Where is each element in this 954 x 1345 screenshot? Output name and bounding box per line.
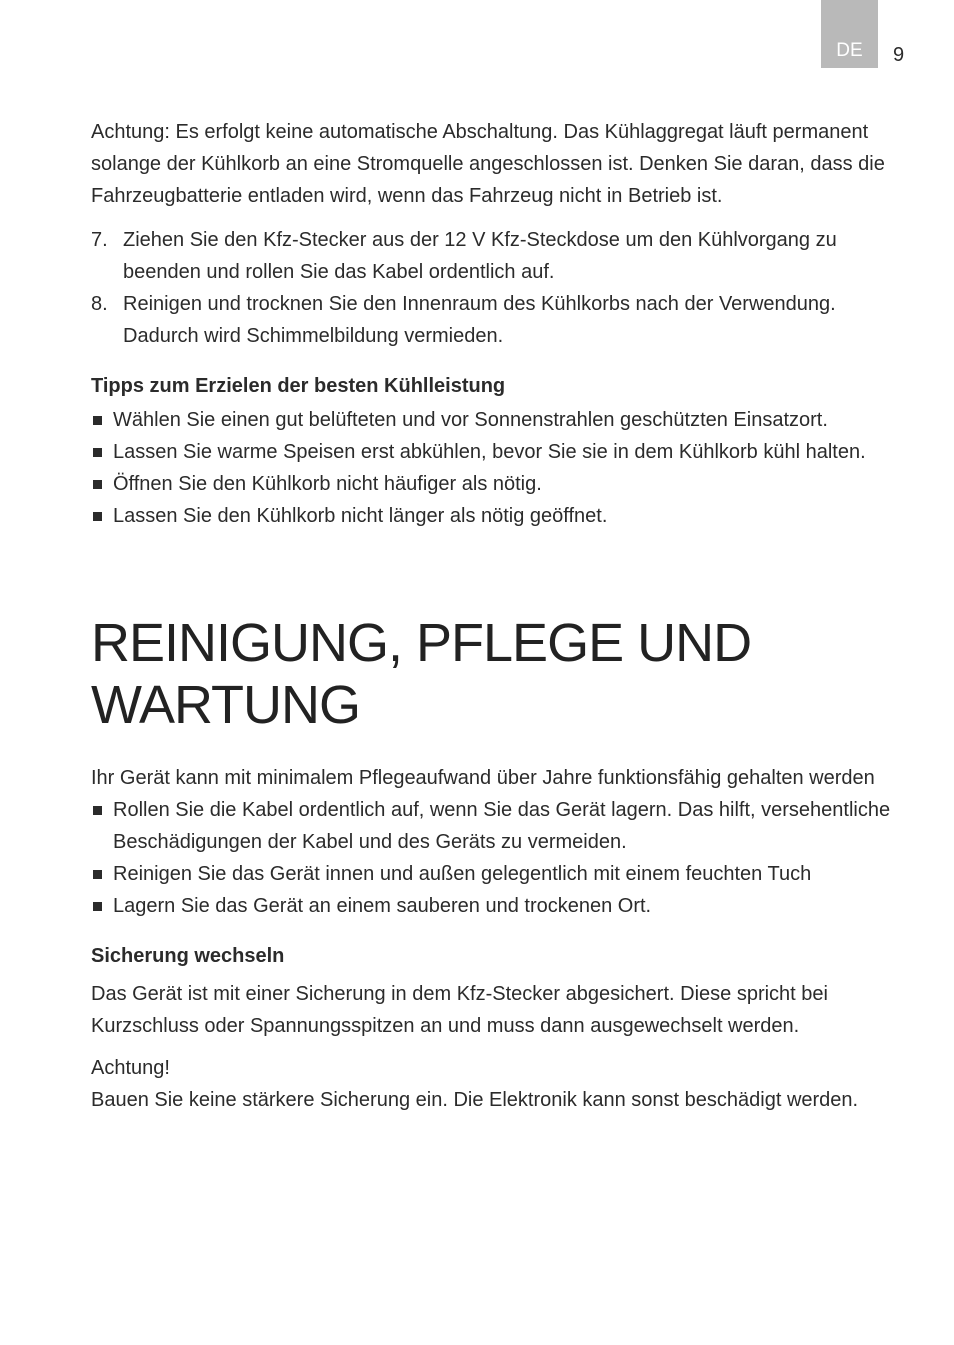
list-item: Öffnen Sie den Kühlkorb nicht häufiger als nötig. xyxy=(91,468,906,500)
step-number: 7. xyxy=(91,229,108,251)
section-title-line2: WARTUNG xyxy=(91,675,360,735)
language-label: DE xyxy=(836,40,863,61)
steps-list xyxy=(91,224,906,352)
step-number: 8. xyxy=(91,293,108,315)
page-number: 9 xyxy=(893,44,905,66)
list-item xyxy=(91,224,906,288)
step-text: Reinigen und trocknen Sie den Innenraum des Kühlkorbs nach der Verwendung. Dadurch wird Schimmelbildung vermieden. xyxy=(123,293,836,347)
auto-off-warning: Achtung: Es erfolgt keine automatische Abschaltung. Das Kühlaggregat läuft permanent solange der Kühlkorb an eine Stromquelle angeschlossen ist. Denken Sie daran, dass die Fahrzeugbatterie entladen wird, wenn das Fahrzeug nicht in Betrieb ist. xyxy=(91,121,885,207)
language-tab xyxy=(821,0,878,68)
care-intro: Ihr Gerät kann mit minimalem Pflegeaufwand über Jahre funktionsfähig gehalten werden xyxy=(91,767,875,789)
list-item xyxy=(91,288,906,352)
fuse-warning-label: Achtung! xyxy=(91,1057,170,1079)
list-item: Lagern Sie das Gerät an einem sauberen und trockenen Ort. xyxy=(91,890,906,922)
list-item: Reinigen Sie das Gerät innen und außen gelegentlich mit einem feuchten Tuch xyxy=(91,858,906,890)
care-list xyxy=(91,794,906,922)
page-content xyxy=(91,116,906,1116)
list-item: Lassen Sie den Kühlkorb nicht länger als nötig geöffnet. xyxy=(91,500,906,532)
step-text: Ziehen Sie den Kfz-Stecker aus der 12 V Kfz-Steckdose um den Kühlvorgang zu beenden und rollen Sie das Kabel ordentlich auf. xyxy=(123,229,837,283)
list-item: Rollen Sie die Kabel ordentlich auf, wenn Sie das Gerät lagern. Das hilft, versehentliche Beschädigungen der Kabel und des Geräts zu vermeiden. xyxy=(91,794,906,858)
section-title xyxy=(91,612,906,736)
list-item: Lassen Sie warme Speisen erst abkühlen, bevor Sie sie in dem Kühlkorb kühl halten. xyxy=(91,436,906,468)
fuse-heading: Sicherung wechseln xyxy=(91,945,285,967)
tips-list xyxy=(91,404,906,532)
fuse-text: Das Gerät ist mit einer Sicherung in dem Kfz-Stecker abgesichert. Diese spricht bei Kurzschluss oder Spannungsspitzen an und muss dann ausgewechselt werden. xyxy=(91,983,828,1037)
fuse-warning-text: Bauen Sie keine stärkere Sicherung ein. Die Elektronik kann sonst beschädigt werden. xyxy=(91,1089,859,1111)
section-title-line1: REINIGUNG, PFLEGE UND xyxy=(91,613,752,673)
tips-heading: Tipps zum Erzielen der besten Kühlleistung xyxy=(91,375,506,397)
list-item: Wählen Sie einen gut belüfteten und vor Sonnenstrahlen geschützten Einsatzort. xyxy=(91,404,906,436)
